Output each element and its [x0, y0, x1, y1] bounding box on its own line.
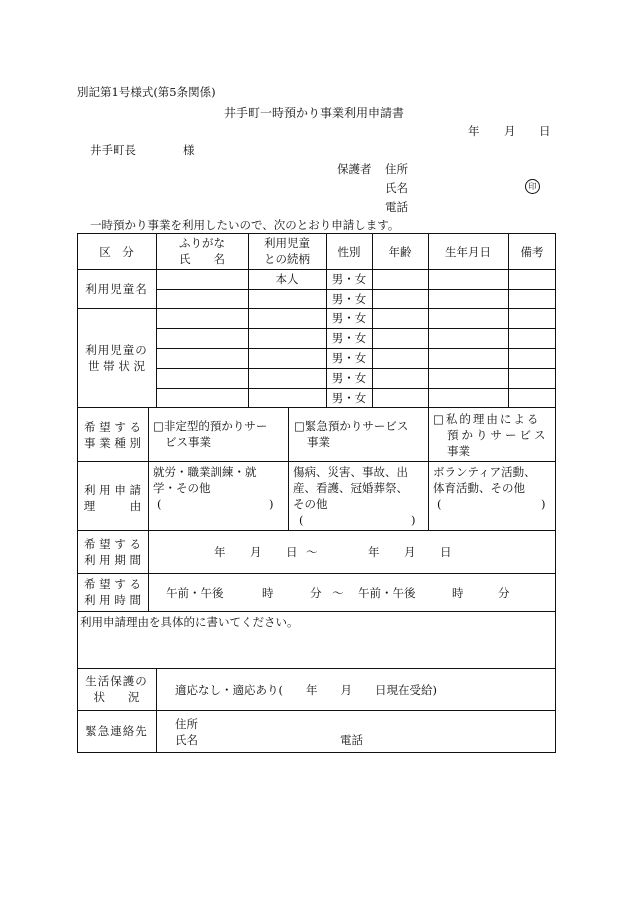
header-name: 氏 名	[179, 252, 225, 266]
welfare-label-line2: 状 況	[93, 690, 140, 704]
reason-illness-paren-open: (	[299, 513, 304, 527]
child-name-label: 利用児童名	[85, 282, 148, 296]
service-option-private-line2: 預かりサービス	[447, 428, 549, 442]
service-option-emergency[interactable]	[294, 418, 408, 450]
detail-input-area[interactable]	[78, 632, 555, 667]
guardian-address-label: 住所	[385, 162, 408, 176]
emergency-name-label: 氏名	[175, 733, 198, 747]
header-remarks: 備考	[520, 245, 544, 259]
seal-icon: 印	[525, 179, 540, 194]
reason-volunteer-line2: 体育活動、その他	[433, 481, 525, 495]
reason-volunteer-line1: ボランティア活動、	[433, 465, 536, 479]
service-option-private-line1: □私的理由による	[433, 412, 541, 426]
sex-option: 男・女	[331, 331, 367, 345]
emergency-phone-label: 電話	[340, 733, 363, 747]
time-start-hour: 時	[262, 586, 274, 600]
reason-work-line2: 学・その他	[153, 481, 211, 495]
reason-illness-line3: その他	[293, 497, 328, 511]
emergency-contact-label: 緊急連絡先	[85, 724, 148, 738]
time-end-minute: 分	[498, 586, 510, 600]
household-label-line2: 世 帯 状 況	[88, 359, 145, 373]
service-label-line1: 希 望 す る	[84, 420, 141, 434]
time-end-hour: 時	[452, 586, 464, 600]
header-category: 区 分	[99, 245, 134, 259]
time-tilde: 〜	[332, 586, 344, 600]
sex-option: 男・女	[331, 311, 367, 325]
guardian-label: 保護者	[337, 162, 372, 176]
period-start-year: 年	[214, 545, 226, 559]
service-label-line2: 事 業 種 別	[84, 436, 141, 450]
sex-option: 男・女	[331, 272, 367, 286]
reason-work-paren-open: (	[157, 497, 162, 511]
service-option-private-line3: 事業	[447, 444, 470, 458]
period-end-day: 日	[440, 545, 452, 559]
service-option-emergency-line1: □緊急預かりサービス	[294, 419, 409, 433]
child-relation-self: 本人	[275, 272, 299, 286]
header-furigana: ふりがな	[179, 236, 225, 250]
recipient-honorific: 様	[183, 143, 195, 157]
reason-work-line1: 就労・職業訓練・就	[153, 465, 257, 479]
time-end-ampm: 午前・午後	[358, 586, 416, 600]
period-label-line2: 利 用 期 間	[84, 553, 141, 567]
recipient-name: 井手町長	[90, 143, 136, 157]
header-relation-line1: 利用児童	[264, 236, 310, 250]
reason-work-paren-close: )	[269, 497, 274, 511]
welfare-status-text[interactable]: 適応なし・適応あり( 年 月 日現在受給)	[175, 683, 437, 697]
reason-label-line2: 理 由	[83, 499, 142, 513]
period-start-day: 日	[286, 545, 298, 559]
time-label-line2: 利 用 時 間	[84, 593, 141, 607]
welfare-label-line1: 生活保護の	[85, 674, 148, 688]
form-title: 井手町一時預かり事業利用申請書	[224, 106, 405, 120]
reason-illness-line1: 傷病、災害、事故、出	[293, 465, 408, 479]
guardian-phone-label: 電話	[385, 200, 408, 214]
period-end-month: 月	[404, 545, 416, 559]
reason-illness[interactable]	[293, 464, 425, 528]
household-label-line1: 利用児童の	[85, 343, 148, 357]
detail-prompt: 利用申請理由を具体的に書いてください。	[80, 615, 299, 629]
service-option-emergency-line2: 事業	[307, 435, 330, 449]
date-day-label: 日	[539, 124, 551, 138]
header-birthdate: 生年月日	[445, 245, 491, 259]
emergency-address-label: 住所	[175, 717, 198, 731]
header-sex: 性別	[337, 245, 361, 259]
sex-option: 男・女	[331, 391, 367, 405]
reason-label-line1: 利 用 申 請	[84, 483, 141, 497]
sex-option: 男・女	[331, 371, 367, 385]
period-end-year: 年	[368, 545, 380, 559]
service-option-irregular-line2: ビス事業	[165, 435, 211, 449]
reason-illness-line2: 産、看護、冠婚葬祭、	[293, 481, 408, 495]
reason-work[interactable]	[153, 464, 283, 512]
time-start-minute: 分	[310, 586, 322, 600]
header-age: 年齢	[388, 245, 412, 259]
date-year-label: 年	[468, 124, 480, 138]
period-tilde: 〜	[306, 545, 318, 559]
period-label-line1: 希 望 す る	[84, 537, 141, 551]
form-reference: 別記第1号様式(第5条関係)	[77, 85, 216, 99]
service-option-irregular-line1: □非定型的預かりサー	[153, 419, 268, 433]
reason-volunteer[interactable]	[433, 464, 553, 512]
guardian-name-label: 氏名	[385, 181, 408, 195]
intro-statement: 一時預かり事業を利用したいので、次のとおり申請します。	[90, 218, 400, 232]
service-option-irregular[interactable]	[153, 418, 267, 450]
reason-illness-paren-close: )	[411, 513, 416, 527]
reason-volunteer-paren-open: (	[437, 497, 442, 511]
sex-option: 男・女	[331, 292, 367, 306]
sex-option: 男・女	[331, 351, 367, 365]
time-start-ampm: 午前・午後	[166, 586, 224, 600]
period-start-month: 月	[250, 545, 262, 559]
date-month-label: 月	[504, 124, 516, 138]
header-relation-line2: との続柄	[264, 252, 310, 266]
time-label-line1: 希 望 す る	[84, 577, 141, 591]
service-option-private[interactable]	[433, 411, 549, 459]
reason-volunteer-paren-close: )	[541, 497, 546, 511]
